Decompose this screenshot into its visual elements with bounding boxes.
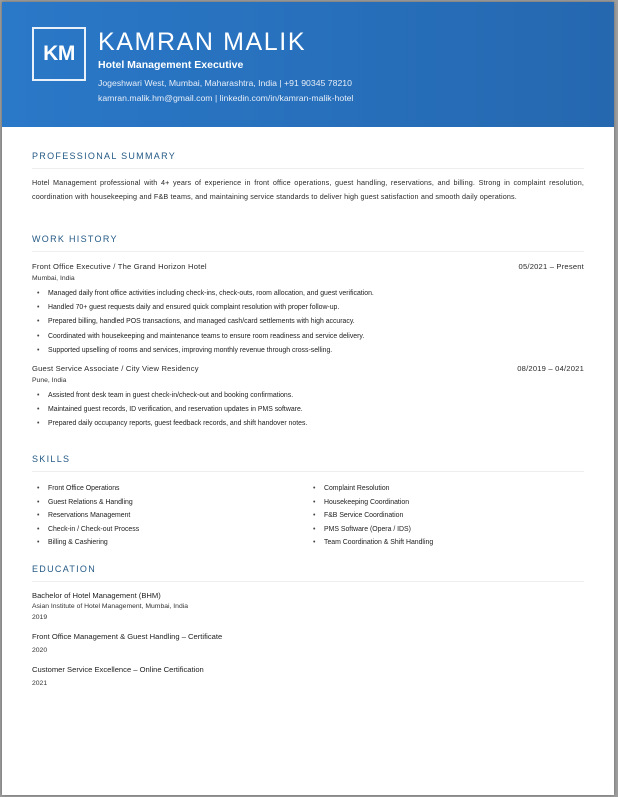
job-dates: 05/2021 – Present: [518, 262, 584, 271]
job-bullet: • Managed daily front office activities including check-ins, check-outs, room allocation, and guest verification.: [32, 287, 584, 301]
skill-item: • Team Coordination & Shift Handling: [308, 536, 584, 550]
monogram-badge: KM: [32, 27, 86, 81]
contact-email-linkedin: kamran.malik.hm@gmail.com | linkedin.com/in/kamran-malik-hotel: [98, 93, 354, 103]
education-entry: [32, 632, 584, 656]
job-dates: 08/2019 – 04/2021: [517, 364, 584, 374]
education-degree: Bachelor of Hotel Management (BHM): [32, 591, 161, 600]
skills-list-right: [308, 482, 584, 550]
job-location: Mumbai, India: [32, 275, 75, 282]
job-bullet: • Assisted front desk team in guest check-in/check-out and booking confirmations.: [32, 389, 584, 403]
job-bullet: • Prepared billing, handled POS transactions, and managed cash/card settlements with high accuracy.: [32, 315, 584, 329]
job-location: Pune, India: [32, 377, 67, 385]
job-bullet: • Prepared daily occupancy reports, guest feedback records, and shift handover notes.: [32, 417, 584, 431]
summary-section: [32, 151, 584, 203]
skill-item: • PMS Software (Opera / IDS): [308, 523, 584, 537]
education-degree: Front Office Management & Guest Handling – Certificate: [32, 632, 223, 641]
job-bullet: • Maintained guest records, ID verification, and reservation updates in PMS software.: [32, 403, 584, 417]
skills-section: [32, 454, 584, 550]
work-history-section: [32, 234, 584, 432]
job-title: Hotel Management Executive: [98, 59, 244, 71]
job-role: Front Office Executive / The Grand Horizon Hotel: [32, 262, 207, 271]
job-bullet: • Coordinated with housekeeping and maintenance teams to ensure room readiness and service delivery.: [32, 330, 584, 344]
education-year: 2019: [32, 614, 48, 621]
education-entry: [32, 665, 584, 689]
job-bullet: • Handled 70+ guest requests daily and ensured quick complaint resolution with proper follow-up.: [32, 301, 584, 315]
education-entry: [32, 591, 584, 623]
skill-item: • F&B Service Coordination: [308, 509, 584, 523]
job-entry: [32, 363, 584, 432]
candidate-name: KAMRAN MALIK: [98, 28, 307, 56]
skill-item: • Billing & Cashiering: [32, 536, 308, 550]
resume-page: [2, 2, 614, 795]
education-year: 2020: [32, 647, 48, 654]
summary-text: Hotel Management professional with 4+ years of experience in front office operations, guest handling, reservations, and billing. Strong in complaint resolution, coordination with housekeeping and F&B teams, and maintaining service standards to deliver high guest satisfaction and smooth daily operations.: [32, 178, 584, 201]
education-institution: Asian Institute of Hotel Management, Mumbai, India: [32, 603, 189, 610]
job-bullets: [32, 287, 584, 358]
skill-item: • Complaint Resolution: [308, 482, 584, 496]
section-title-summary: PROFESSIONAL SUMMARY: [32, 151, 584, 169]
job-bullet: • Supported upselling of rooms and services, improving monthly revenue through cross-selling.: [32, 344, 584, 358]
education-section: [32, 564, 584, 689]
contact-address-phone: Jogeshwari West, Mumbai, Maharashtra, India | +91 90345 78210: [98, 78, 352, 88]
education-year: 2021: [32, 680, 48, 687]
section-title-work-history: WORK HISTORY: [32, 234, 584, 252]
skill-item: • Check-in / Check-out Process: [32, 523, 308, 537]
skill-item: • Guest Relations & Handling: [32, 496, 308, 510]
education-degree: Customer Service Excellence – Online Certification: [32, 665, 204, 674]
skill-item: • Front Office Operations: [32, 482, 308, 496]
skills-list-left: [32, 482, 308, 550]
job-role: Guest Service Associate / City View Residency: [32, 364, 199, 374]
section-title-skills: SKILLS: [32, 454, 584, 472]
job-entry: [32, 261, 584, 358]
resume-header: [2, 2, 614, 127]
skill-item: • Housekeeping Coordination: [308, 496, 584, 510]
section-title-education: EDUCATION: [32, 564, 584, 582]
skill-item: • Reservations Management: [32, 509, 308, 523]
job-bullets: [32, 389, 584, 432]
